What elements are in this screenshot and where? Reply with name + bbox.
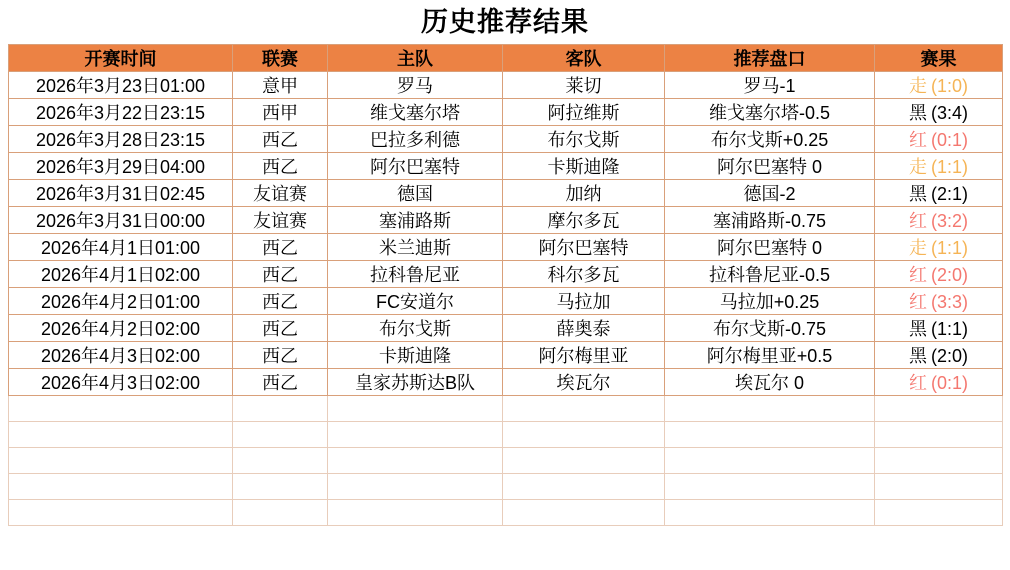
cell-home-team: 布尔戈斯 — [328, 315, 503, 342]
cell-away-team: 薛奥泰 — [503, 315, 665, 342]
cell-result — [875, 369, 1003, 396]
cell-pick: 阿尔巴塞特 0 — [665, 234, 875, 261]
cell-empty — [875, 448, 1003, 474]
table-row-empty — [9, 396, 1003, 422]
cell-empty — [233, 474, 328, 500]
cell-home-team: 米兰迪斯 — [328, 234, 503, 261]
cell-empty — [503, 422, 665, 448]
table-row — [9, 153, 1003, 180]
result-score: (0:1) — [930, 130, 968, 150]
cell-pick: 埃瓦尔 0 — [665, 369, 875, 396]
cell-league: 西乙 — [233, 288, 328, 315]
column-header-league: 联赛 — [233, 45, 328, 72]
table-row — [9, 126, 1003, 153]
page-title: 历史推荐结果 — [421, 7, 589, 37]
result-mark: 黑 — [908, 184, 927, 204]
cell-result — [875, 180, 1003, 207]
result-score: (3:2) — [930, 211, 968, 231]
cell-empty — [665, 422, 875, 448]
cell-empty — [875, 474, 1003, 500]
result-score: (3:3) — [930, 292, 968, 312]
column-header-pick: 推荐盘口 — [665, 45, 875, 72]
cell-empty — [503, 448, 665, 474]
cell-empty — [9, 474, 233, 500]
table-row — [9, 234, 1003, 261]
result-score: (3:4) — [930, 103, 968, 123]
cell-result — [875, 288, 1003, 315]
result-badge — [909, 315, 968, 341]
cell-time: 2026年4月2日01:00 — [9, 288, 233, 315]
result-score: (1:1) — [930, 319, 968, 339]
cell-empty — [328, 448, 503, 474]
result-mark: 黑 — [908, 346, 927, 366]
cell-away-team: 卡斯迪隆 — [503, 153, 665, 180]
cell-home-team: FC安道尔 — [328, 288, 503, 315]
cell-result — [875, 207, 1003, 234]
result-mark: 走 — [908, 238, 927, 258]
cell-empty — [875, 396, 1003, 422]
cell-pick: 阿尔巴塞特 0 — [665, 153, 875, 180]
cell-empty — [665, 474, 875, 500]
table-row — [9, 315, 1003, 342]
cell-away-team: 阿尔梅里亚 — [503, 342, 665, 369]
cell-empty — [233, 422, 328, 448]
cell-away-team: 马拉加 — [503, 288, 665, 315]
cell-result — [875, 126, 1003, 153]
result-badge — [909, 180, 968, 206]
cell-empty — [233, 500, 328, 526]
cell-empty — [328, 396, 503, 422]
cell-league: 友谊赛 — [233, 180, 328, 207]
result-score: (1:1) — [930, 157, 968, 177]
result-badge — [909, 342, 968, 368]
cell-pick: 塞浦路斯-0.75 — [665, 207, 875, 234]
cell-time: 2026年3月31日00:00 — [9, 207, 233, 234]
cell-empty — [328, 422, 503, 448]
cell-pick: 马拉加+0.25 — [665, 288, 875, 315]
column-header-result: 赛果 — [875, 45, 1003, 72]
cell-away-team: 莱切 — [503, 72, 665, 99]
result-badge — [909, 261, 968, 287]
cell-away-team: 布尔戈斯 — [503, 126, 665, 153]
result-badge — [909, 126, 968, 152]
cell-result — [875, 315, 1003, 342]
result-score: (1:1) — [930, 238, 968, 258]
cell-pick: 布尔戈斯-0.75 — [665, 315, 875, 342]
cell-pick: 维戈塞尔塔-0.5 — [665, 99, 875, 126]
cell-empty — [503, 500, 665, 526]
cell-home-team: 维戈塞尔塔 — [328, 99, 503, 126]
cell-league: 友谊赛 — [233, 207, 328, 234]
cell-league: 西甲 — [233, 99, 328, 126]
cell-empty — [665, 448, 875, 474]
cell-time: 2026年3月31日02:45 — [9, 180, 233, 207]
table-row — [9, 72, 1003, 99]
cell-empty — [233, 448, 328, 474]
column-header-time: 开赛时间 — [9, 45, 233, 72]
cell-empty — [503, 396, 665, 422]
cell-home-team: 罗马 — [328, 72, 503, 99]
result-mark: 黑 — [908, 103, 927, 123]
result-mark: 走 — [908, 157, 927, 177]
cell-away-team: 科尔多瓦 — [503, 261, 665, 288]
result-badge — [909, 72, 968, 98]
cell-league: 西乙 — [233, 234, 328, 261]
cell-empty — [328, 500, 503, 526]
header-row — [9, 45, 1003, 72]
result-badge — [909, 288, 968, 314]
cell-home-team: 塞浦路斯 — [328, 207, 503, 234]
cell-league: 西乙 — [233, 315, 328, 342]
cell-time: 2026年4月3日02:00 — [9, 369, 233, 396]
cell-league: 西乙 — [233, 153, 328, 180]
cell-empty — [9, 396, 233, 422]
cell-empty — [665, 396, 875, 422]
cell-time: 2026年4月1日02:00 — [9, 261, 233, 288]
result-score: (1:0) — [930, 76, 968, 96]
cell-time: 2026年3月23日01:00 — [9, 72, 233, 99]
result-badge — [909, 153, 968, 179]
result-mark: 红 — [908, 292, 927, 312]
cell-league: 西乙 — [233, 261, 328, 288]
cell-away-team: 加纳 — [503, 180, 665, 207]
cell-home-team: 巴拉多利德 — [328, 126, 503, 153]
cell-time: 2026年3月28日23:15 — [9, 126, 233, 153]
result-score: (2:0) — [930, 346, 968, 366]
cell-result — [875, 99, 1003, 126]
cell-empty — [503, 474, 665, 500]
result-mark: 黑 — [908, 319, 927, 339]
cell-time: 2026年4月1日01:00 — [9, 234, 233, 261]
table-row — [9, 342, 1003, 369]
result-badge — [909, 234, 968, 260]
table-body — [9, 72, 1003, 526]
cell-pick: 拉科鲁尼亚-0.5 — [665, 261, 875, 288]
result-mark: 红 — [908, 373, 927, 393]
cell-result — [875, 261, 1003, 288]
table-row — [9, 180, 1003, 207]
cell-home-team: 卡斯迪隆 — [328, 342, 503, 369]
result-mark: 红 — [908, 265, 927, 285]
table-row — [9, 288, 1003, 315]
cell-time: 2026年3月29日04:00 — [9, 153, 233, 180]
cell-result — [875, 342, 1003, 369]
table-row — [9, 261, 1003, 288]
cell-pick: 罗马-1 — [665, 72, 875, 99]
cell-league: 西乙 — [233, 369, 328, 396]
cell-league: 西乙 — [233, 126, 328, 153]
table-row-empty — [9, 422, 1003, 448]
cell-pick: 德国-2 — [665, 180, 875, 207]
cell-time: 2026年4月2日02:00 — [9, 315, 233, 342]
table-row — [9, 99, 1003, 126]
column-header-away-team: 客队 — [503, 45, 665, 72]
cell-pick: 阿尔梅里亚+0.5 — [665, 342, 875, 369]
column-header-home-team: 主队 — [328, 45, 503, 72]
result-score: (2:0) — [930, 265, 968, 285]
cell-empty — [875, 500, 1003, 526]
cell-result — [875, 234, 1003, 261]
table-row-empty — [9, 474, 1003, 500]
cell-empty — [665, 500, 875, 526]
result-badge — [909, 99, 968, 125]
result-mark: 红 — [908, 211, 927, 231]
cell-away-team: 埃瓦尔 — [503, 369, 665, 396]
cell-empty — [328, 474, 503, 500]
cell-pick: 布尔戈斯+0.25 — [665, 126, 875, 153]
cell-time: 2026年3月22日23:15 — [9, 99, 233, 126]
cell-empty — [9, 448, 233, 474]
cell-league: 西乙 — [233, 342, 328, 369]
cell-away-team: 摩尔多瓦 — [503, 207, 665, 234]
cell-empty — [875, 422, 1003, 448]
cell-home-team: 德国 — [328, 180, 503, 207]
cell-home-team: 拉科鲁尼亚 — [328, 261, 503, 288]
cell-result — [875, 72, 1003, 99]
cell-empty — [233, 396, 328, 422]
cell-away-team: 阿拉维斯 — [503, 99, 665, 126]
cell-time: 2026年4月3日02:00 — [9, 342, 233, 369]
table-row-empty — [9, 500, 1003, 526]
cell-home-team: 皇家苏斯达B队 — [328, 369, 503, 396]
table-row — [9, 207, 1003, 234]
table-row-empty — [9, 448, 1003, 474]
cell-away-team: 阿尔巴塞特 — [503, 234, 665, 261]
result-mark: 红 — [908, 130, 927, 150]
result-badge — [909, 207, 968, 233]
result-score: (0:1) — [930, 373, 968, 393]
result-mark: 走 — [908, 76, 927, 96]
cell-empty — [9, 500, 233, 526]
table-row — [9, 369, 1003, 396]
result-badge — [909, 369, 968, 395]
table-header — [9, 45, 1003, 72]
cell-result — [875, 153, 1003, 180]
cell-empty — [9, 422, 233, 448]
cell-league: 意甲 — [233, 72, 328, 99]
cell-home-team: 阿尔巴塞特 — [328, 153, 503, 180]
result-score: (2:1) — [930, 184, 968, 204]
history-results-table — [8, 44, 1003, 526]
